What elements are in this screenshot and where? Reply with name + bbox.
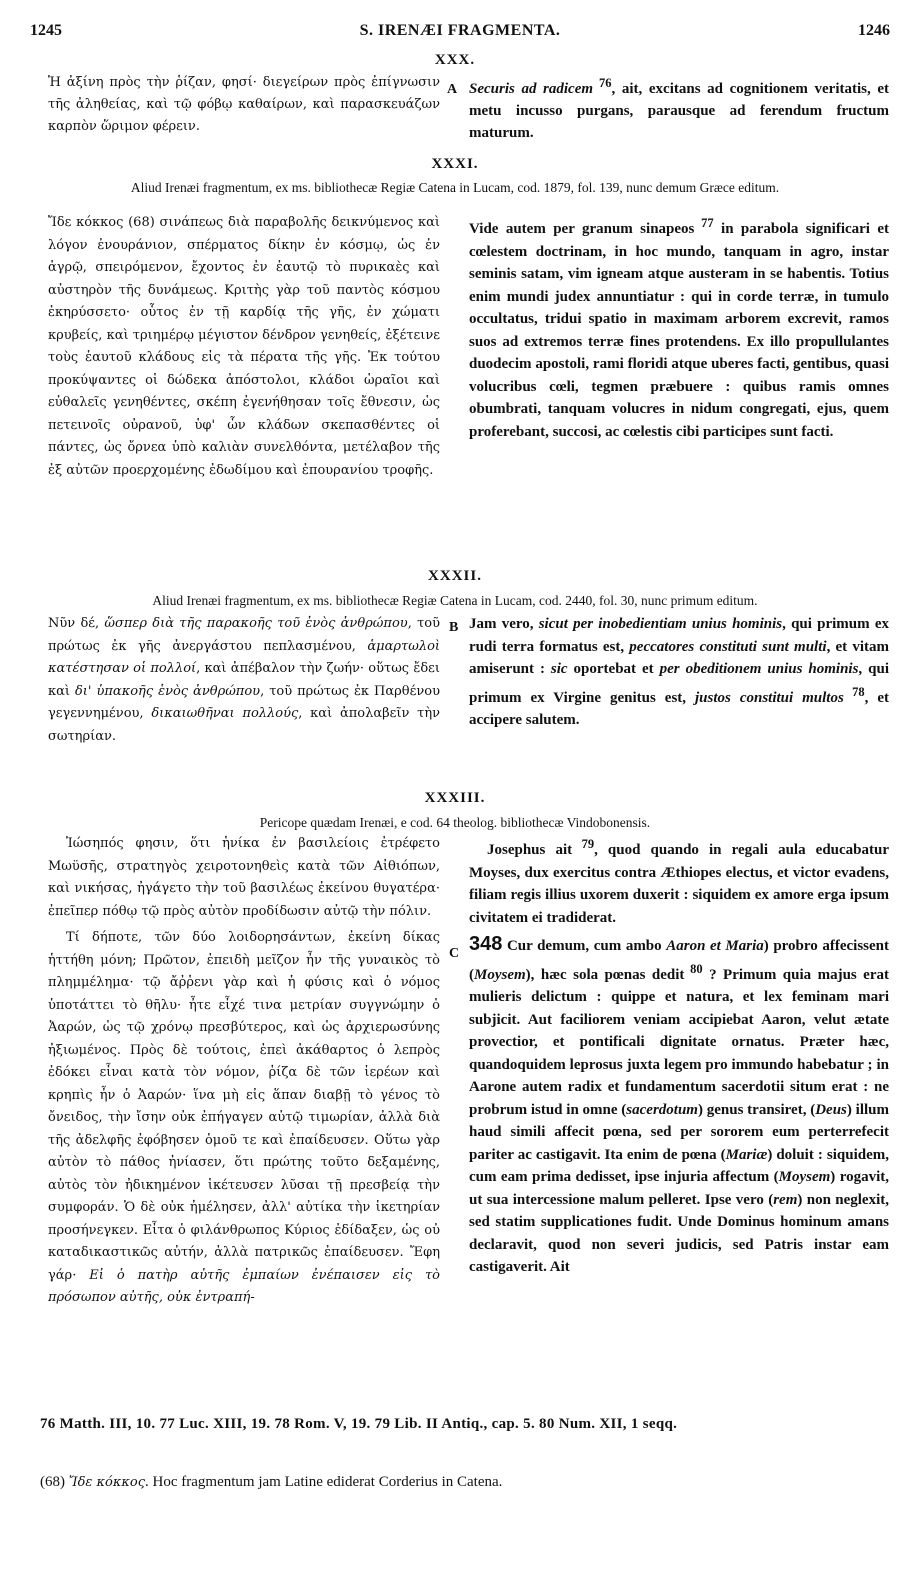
- greek-text: , τοῦ πρώτως ἐκ Παρθένου γεγεννημένου,: [48, 683, 440, 721]
- margin-marker-b: B: [449, 620, 459, 635]
- section-number-xxx: XXX.: [434, 52, 476, 68]
- footnote-ref: 78: [843, 684, 865, 699]
- latin-quote: sic: [550, 661, 568, 677]
- page-title: S. IRENÆI FRAGMENTA.: [359, 22, 561, 39]
- latin-text: ) genus transiret, (: [697, 1101, 816, 1118]
- footnote-ref: 77: [694, 216, 714, 230]
- column-number: 348: [469, 933, 503, 955]
- latin-italic-phrase: Securis ad radicem: [469, 81, 594, 97]
- section-xxx-latin: [469, 72, 889, 144]
- greek-quote: ὥσπερ διὰ τῆς παρακοῆς τοῦ ἑνὸς ἀνθρώπου: [104, 616, 408, 631]
- running-head: [30, 22, 890, 46]
- section-number-xxxii: XXXII.: [428, 568, 482, 584]
- section-xxxi-greek: Ἴδε κόκκος (68) σινάπεως διὰ παραβολῆς δεικνύμενος καὶ λόγον ἐνουράνιον, σπέρματος δίκην ἐν κόσμῳ, ὡς ἐν ἀγρῷ, σπειρόμενον, ἔχοντος ἐν ἑαυτῷ τὸ πυρικαὲς καὶ αὐστηρὸν τῆς δυνάμεως. Κριτὴς γὰρ τοῦ παντὸς κόσμου ἐκηρύσσετο· οὗτος ἐν τῇ καρδίᾳ τῆς γῆς, ἐν χώματι κρυβείς, καὶ τριημέρῳ μέγιστον δένδρον γενηθείς, ἐξέτεινε τοὺς ἑαυτοῦ κλάδους εἰς τὰ πέρατα τῆς γῆς. Ἐκ τούτου προκύψαντες οἱ δώδεκα ἀπόστολοι, κλάδοι ὡραῖοι καὶ εὐθαλεῖς γενηθέντες, σκέπη ἐγενήθησαν τοῖς ἔθνεσιν, ὡς πετεινοῖς οὐρανοῦ, ὑφ' ὧν κλάδων σκεπασθέντες οἱ πάντες, ὡς ὄρνεα ὑπὸ καλιὰν συνελθόντα, μετέλαβον τῆς ἐξ αὐτῶν προερχομένης ἐδωδίμου καὶ ἐπουρανίου τροφῆς.: [48, 215, 440, 478]
- margin-marker-a: A: [447, 82, 458, 97]
- latin-quote: sicut per inobedientiam unius hominis: [538, 616, 783, 632]
- latin-text: ), hæc sola pœnas dedit: [525, 966, 685, 983]
- latin-italic: Moysem: [474, 966, 526, 983]
- greek-text: Τί δήποτε, τῶν δύο λοιδορησάντων, ἐκείνη δίκας ἡττήθη μόνη; Πρῶτον, ἐπειδὴ μεῖζον ἦν τῆς γυναικὸς τὸ πλημμέλημα· τῷ ἄῤῥενι γὰρ καὶ ἡ φύσις καὶ ὁ νόμος ὑποτάττει τὸ θῆλυ· ἦτε εἶχέ τινα μετρίαν συγγνώμην ὁ Ἀαρών, ὡς τῷ χρόνῳ πρεσβύτερος, καὶ ὡς ἀρχιερωσύνης ἠξιωμένος. Πρὸς δὲ τούτοις, ἐπεὶ ἀκάθαρτος ὁ λεπρὸς ἐδόκει εἶναι κατὰ τὸν νόμον, ῥίζα δὲ τῶν ἱερέων καὶ κρηπὶς ἦν ὁ Ἀαρών· ἵνα μὴ εἰς ἅπαν διαβῇ τὸ γένος τὸ ὄνειδος, τὴν ἴσην οὐκ ἐπήγαγεν αὐτῷ τιμωρίαν, ἀλλὰ διὰ τῆς ἀδελφῆς ἐφόβησεν ὁμοῦ τε καὶ ἐπαίδευσεν. Οὕτω γὰρ αὐτὸν τὸ πάθος ἠνίασεν, ὅτι πρώτης τοῦτο δεξαμένης, αὐτὸς τὸν ἠδικημένον ἱκέτευσεν λῦσαι τῇ πρεσβείᾳ τὴν συμφοράν. Ὁ δὲ οὐκ ἠμέλησεν, ἀλλ' αὐτίκα τὴν ἱκετηρίαν προσήνεγκεν. Εἶτα ὁ φιλάνθρωπος Κύριος ἐδίδαξεν, ὡς οὐ καταδικαστικῶς αὐτήν, ἀλλὰ πατρικῶς ἐπαίδευσεν. Ἔφη γάρ·: [48, 930, 440, 1283]
- latin-text: , ait, excitans ad cognitionem veritatis, et metu incusso purgans, parausque ad ferendum fructum maturum.: [469, 81, 890, 141]
- section-xxxii-source: Aliud Irenæi fragmentum, ex ms. bibliothecæ Regiæ Catena in Lucam, cod. 2440, fol. 30, nunc primum editum.: [152, 593, 758, 608]
- greek-quote: δι' ὑπακοῆς ἑνὸς ἀνθρώπου: [74, 683, 261, 699]
- section-number-xxxi: XXXI.: [431, 156, 479, 172]
- footnotes: 76 Matth. III, 10. 77 Luc. XIII, 19. 78 Rom. V, 19. 79 Lib. II Antiq., cap. 5. 80 Num. XII, 1 seqq.: [40, 1416, 678, 1432]
- latin-text: ) doluit : siquidem, cum eam prima dedisset, ipse injuria affectum (: [469, 1146, 889, 1185]
- latin-text: ) non neglexit, sed statim supplicationes fudit. Unde Dominus hominum amans declaravit, quod non severi judicis, sed Patris instar eam castigaverit. Ait: [469, 1191, 889, 1275]
- latin-text: , qui primum ex rudi terra formatus est,: [469, 616, 890, 655]
- latin-text: ) probro affecissent (: [469, 938, 889, 983]
- latin-italic: Mariæ: [725, 1146, 768, 1163]
- section-xxxi-source: Aliud Irenæi fragmentum, ex ms. bibliothecæ Regiæ Catena in Lucam, cod. 1879, fol. 139, nunc demum Græce editum.: [130, 180, 780, 195]
- latin-quote: peccatores constituti sunt multi: [629, 638, 827, 655]
- section-xxxii-greek: [48, 613, 440, 748]
- latin-paragraph: [469, 933, 889, 1279]
- latin-text: ) illum haud simili affecit pœna, sed per sororem eum perterrefecit pariter ac castigavit. Ita enim de pœna (: [469, 1101, 889, 1163]
- latin-text: Cur demum, cum ambo: [502, 938, 667, 954]
- latin-text: , qui primum ex Virgine genitus est,: [469, 661, 889, 706]
- latin-text: Jam vero,: [469, 616, 539, 632]
- latin-quote: per obeditionem unius hominis: [659, 661, 859, 677]
- section-number-xxxiii: XXXIII.: [424, 790, 486, 806]
- latin-italic: Moysem: [778, 1169, 831, 1185]
- latin-italic: Deus: [815, 1101, 847, 1118]
- latin-italic: Aaron et Maria: [666, 938, 764, 954]
- note-text: . Hoc fragmentum jam Latine ediderat Corderius in Catena.: [145, 1474, 503, 1490]
- editor-note: [40, 1474, 880, 1491]
- note-greek-lemma: Ἴδε κόκκος: [68, 1475, 146, 1490]
- greek-quote: Εἰ ὁ πατὴρ αὐτῆς ἐμπαίων ἐνέπαισεν εἰς τὸ πρόσωπον αὐτῆς, οὐκ ἐντραπή-: [48, 1267, 440, 1305]
- note-number: (68): [40, 1474, 69, 1490]
- greek-quote: ἁμαρτωλοὶ κατέστησαν οἱ πολλοί: [48, 638, 440, 676]
- section-xxxiii-source: Pericope quædam Irenæi, e cod. 64 theolog. bibliothecæ Vindobonensis.: [259, 815, 651, 830]
- margin-marker-c: C: [449, 946, 460, 961]
- section-xxxi-latin: [469, 212, 889, 443]
- greek-paragraph: Ἰώσηπός φησιν, ὅτι ἡνίκα ἐν βασιλείοις ἐτρέφετο Μωϋσῆς, στρατηγὸς χειροτονηθεὶς κατὰ τῶν Αἰθιόπων, καὶ νικήσας, ἠγάγετο τὴν τοῦ βασιλέως ἐκείνου θυγατέρα· ἐπεῖπερ πόθῳ τῷ πρὸς αὐτὸν προδίδωσιν αὐτῷ τὴν πόλιν.: [48, 836, 440, 919]
- latin-quote: justos constitui multos: [695, 689, 844, 706]
- section-xxxiii-latin: [469, 833, 889, 1279]
- latin-text: , et accipere salutem.: [469, 689, 889, 728]
- greek-text: , καὶ ἀπέβαλον τὴν ζωήν· οὕτως ἔδει καὶ: [48, 661, 440, 699]
- latin-text: Vide autem per granum sinapeos: [469, 221, 695, 237]
- latin-italic: sacerdotum: [626, 1101, 698, 1118]
- greek-text: , τοῦ πρώτως ἐκ γῆς ἀνεργάστου πεπλασμένου,: [48, 616, 441, 654]
- greek-paragraph: [48, 927, 440, 1310]
- latin-text: Josephus ait: [487, 842, 573, 858]
- footnote-ref: 76: [593, 76, 612, 90]
- greek-quote: δικαιωθῆναι πολλούς: [151, 706, 299, 721]
- latin-text: , quod quando in regali aula educabatur Moyses, dux exercitus contra Æthiopes electus, et victor evadens, filiam regis illius uxorem duxerit : siquidem ex amore erga ipsum civitatem ei tradiderat.: [469, 842, 890, 926]
- latin-paragraph: [469, 833, 889, 929]
- footnote-ref: 80: [684, 961, 703, 976]
- page-number-right: 1246: [858, 22, 890, 39]
- page-number-left: 1245: [30, 22, 62, 39]
- footnote-ref: 79: [572, 837, 595, 851]
- latin-text: ) rogavit, ut sua intercessione malum pelleret. Ipse vero (: [469, 1169, 889, 1208]
- greek-text: , καὶ ἀπολαβεῖν τὴν σωτηρίαν.: [48, 706, 441, 744]
- greek-text: Νῦν δέ,: [48, 616, 105, 631]
- section-xxxii-latin: [469, 613, 889, 732]
- latin-italic: rem: [773, 1191, 798, 1208]
- section-xxx-greek: Ἡ ἀξίνη πρὸς τὴν ῥίζαν, φησί· διεγείρων πρὸς ἐπίγνωσιν τῆς ἀληθείας, καὶ τῷ φόβῳ καθαίρων, καὶ παρασκευάζων καρπὸν ὥριμον φέρειν.: [48, 75, 440, 134]
- latin-text: oportebat et: [567, 661, 660, 677]
- latin-text: , et vitam amiserunt :: [469, 638, 889, 677]
- latin-text: in parabola significari et cœlestem doctrinam, in hoc mundo, tanquam in agro, instar seminis satam, vim igneam atque austeram in se habentis. Totius enim mundi judex annuntiatur : qui in corde terræ, in tumulo occultatus, tridui spatio in maximam arborem excrevit, ramos suos ad extremos terræ fines protendens. Ex illo propullulantes duodecim apostoli, rami floridi atque uberes facti, gentibus, quasi volucribus cœli, tegmen præbuere : quibus ramis omnes obumbrati, tanquam volucres in nidum congregati, ejus, quem proferebant, succosi, ac cœlestis cibi participes sunt facti.: [469, 221, 890, 440]
- section-xxxiii-greek: [48, 833, 440, 1310]
- latin-text: ? Primum quia majus erat mulieris delictum : quippe et natura, et lex feminam mari subjicit. Aut faciliorem veniam accipiebat Aaron, velut ætate provectior, et pontificali dignitate ornatus. Præter hæc, quandoquidem leprosus juxta legem pro immundo habebatur ; in Aarone autem radix et fundamentum sacerdotii situm erat : ne probrum istud in omne (: [469, 966, 889, 1118]
